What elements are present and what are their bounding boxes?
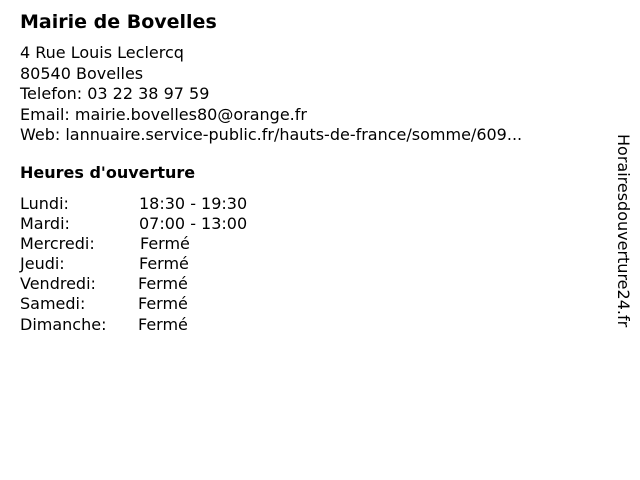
page-title: Mairie de Bovelles: [20, 11, 217, 33]
site-brand-watermark: Horairesdouverture24.fr: [614, 134, 633, 328]
postal-city: 80540 Bovelles: [20, 63, 144, 83]
hours-value: Fermé: [138, 314, 188, 334]
day-label: Mercredi:: [20, 234, 95, 254]
email-address: Email: mairie.bovelles80@orange.fr: [20, 104, 307, 124]
hours-value: Fermé: [139, 254, 189, 274]
day-label: Vendredi:: [20, 274, 96, 294]
day-label: Mardi:: [20, 214, 70, 234]
hours-value: Fermé: [140, 234, 190, 254]
hours-value: 07:00 - 13:00: [139, 214, 248, 234]
contact-info: [20, 43, 522, 146]
day-label: Jeudi:: [20, 254, 65, 274]
hours-value: Fermé: [138, 294, 188, 314]
website-link: Web: lannuaire.service-public.fr/hauts-de-france/somme/609...: [20, 125, 523, 145]
day-label: Lundi:: [20, 194, 69, 213]
day-label: Dimanche:: [20, 314, 107, 334]
opening-hours-heading: Heures d'ouverture: [20, 163, 196, 182]
hours-value: 18:30 - 19:30: [139, 194, 248, 213]
hours-value: Fermé: [138, 274, 188, 294]
day-label: Samedi:: [20, 294, 86, 314]
phone-number: Telefon: 03 22 38 97 59: [20, 84, 210, 104]
street-address: 4 Rue Louis Leclercq: [20, 43, 184, 62]
